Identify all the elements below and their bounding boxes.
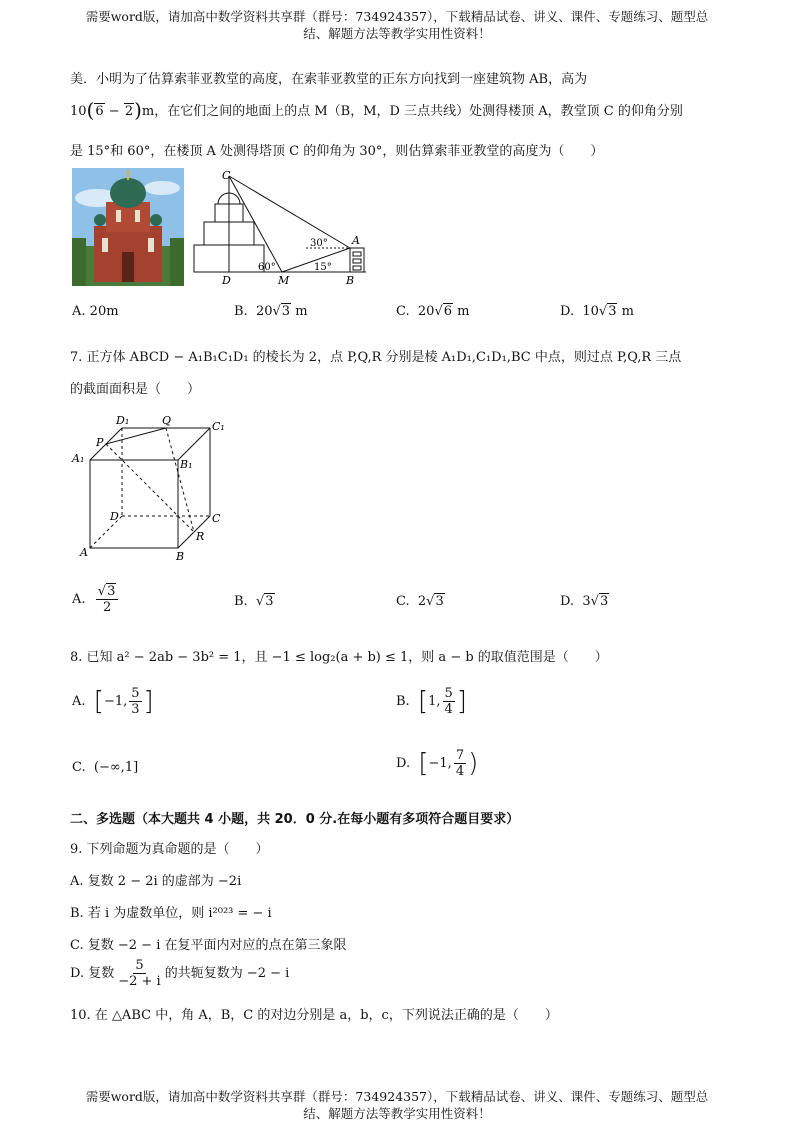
q9-option-c: C. 复数 −2 − i 在复平面内对应的点在第三象限 [70,938,347,953]
q6-line-2: 10(6 − 2)m，在它们之间的地面上的点 M（B，M，D 三点共线）处测得楼顶 A，教堂顶 C 的仰角分别 [70,98,683,122]
section-2-heading: 二、多选题（本大题共 4 小题，共 20．0 分.在每小题有多项符合题目要求） [70,812,520,827]
cube-label-P: P [96,436,104,449]
q6-option-b: B. 20√3 m [234,304,308,319]
cube-label-Q: Q [162,414,172,427]
q9-option-b: B. 若 i 为虚数单位，则 i²⁰²³ = − i [70,906,272,921]
label-M: M [278,274,290,287]
angle-30-label: 30° [310,238,328,249]
q7-option-a: A. $\frac{√3}{2}$ [72,584,120,615]
q7-option-d: D. 3√3 [560,594,609,609]
cathedral-photo [72,168,184,286]
label-C: C [222,169,231,182]
q6-option-d: D. 10√3 m [560,304,634,319]
q7-option-b: B. √3 [234,594,274,609]
q9-option-a: A. 复数 2 − 2i 的虚部为 −2i [70,874,242,889]
q10-stem: 10. 在 △ABC 中，角 A，B，C 的对边分别是 a，b，c，下列说法正确的是（ ） [70,1008,558,1023]
page-footer [60,1088,734,1122]
cube-label-A1: A₁ [72,452,85,465]
q7-cube-diagram [70,410,240,566]
q8-option-d: D. [−1, $\frac{7}{4}$ ) [396,748,479,779]
footer-line-2: 结、解题方法等教学实用性资料！ [303,1106,491,1121]
q6-line-3: 是 15°和 60°，在楼顶 A 处测得塔顶 C 的仰角为 30°，则估算索菲亚教堂的高度为（ ） [70,144,604,159]
label-A: A [352,234,360,247]
q7-line-2: 的截面面积是（ ） [70,382,201,397]
cube-label-R: R [196,530,205,543]
q8-stem: 8. 已知 a² − 2ab − 3b² = 1，且 −1 ≤ log₂(a + b) ≤ 1，则 a − b 的取值范围是（ ） [70,650,608,665]
q9-stem: 9. 下列命题为真命题的是（ ） [70,842,269,857]
q7-line-1: 7. 正方体 ABCD − A₁B₁C₁D₁ 的棱长为 2，点 P,Q,R 分别是棱 A₁D₁,C₁D₁,BC 中点，则过点 P,Q,R 三点 [70,350,682,365]
label-B: B [346,274,355,287]
cube-label-B: B [176,550,185,563]
cube-label-B1: B₁ [180,458,193,471]
q7-option-c: C. 2√3 [396,594,444,609]
q6-option-a: A. 20m [72,304,119,319]
q6-elevation-diagram [186,166,376,290]
footer-line-1: 需要word版，请加高中数学资料共享群（群号：734924357），下载精品试卷、讲义、课件、专题练习、题型总 [85,1089,709,1104]
cube-label-C: C [212,512,221,525]
q6-line-2-text: m，在它们之间的地面上的点 M（B，M，D 三点共线）处测得楼顶 A，教堂顶 C 的仰角分别 [141,104,683,119]
q8-option-a: A. [−1, $\frac{5}{3}$ ] [72,686,154,717]
header-line-2: 结、解题方法等教学实用性资料！ [303,26,491,41]
cube-label-A: A [80,546,88,559]
q8-option-c: C. (−∞,1] [72,760,139,775]
label-D: D [222,274,231,287]
angle-15-label: 15° [314,262,332,273]
q6-option-c: C. 20√6 m [396,304,470,319]
q9-option-d: D. 复数 $\frac{5}{-2 + i}$ 的共轭复数为 −2 − i [70,958,290,989]
q6-line-1: 美．小明为了估算索菲亚教堂的高度，在索菲亚教堂的正东方向找到一座建筑物 AB，高为 [70,72,588,87]
cube-label-C1: C₁ [212,420,225,433]
q6-height-coef: 10 [70,104,87,119]
cube-label-D1: D₁ [116,414,130,427]
angle-60-label: 60° [258,262,276,273]
q8-option-b: B. [1, $\frac{5}{4}$ ] [396,686,467,717]
page-header [60,8,734,42]
cube-label-D: D [110,510,119,523]
header-line-1: 需要word版，请加高中数学资料共享群（群号：734924357），下载精品试卷、讲义、课件、专题练习、题型总 [85,9,709,24]
